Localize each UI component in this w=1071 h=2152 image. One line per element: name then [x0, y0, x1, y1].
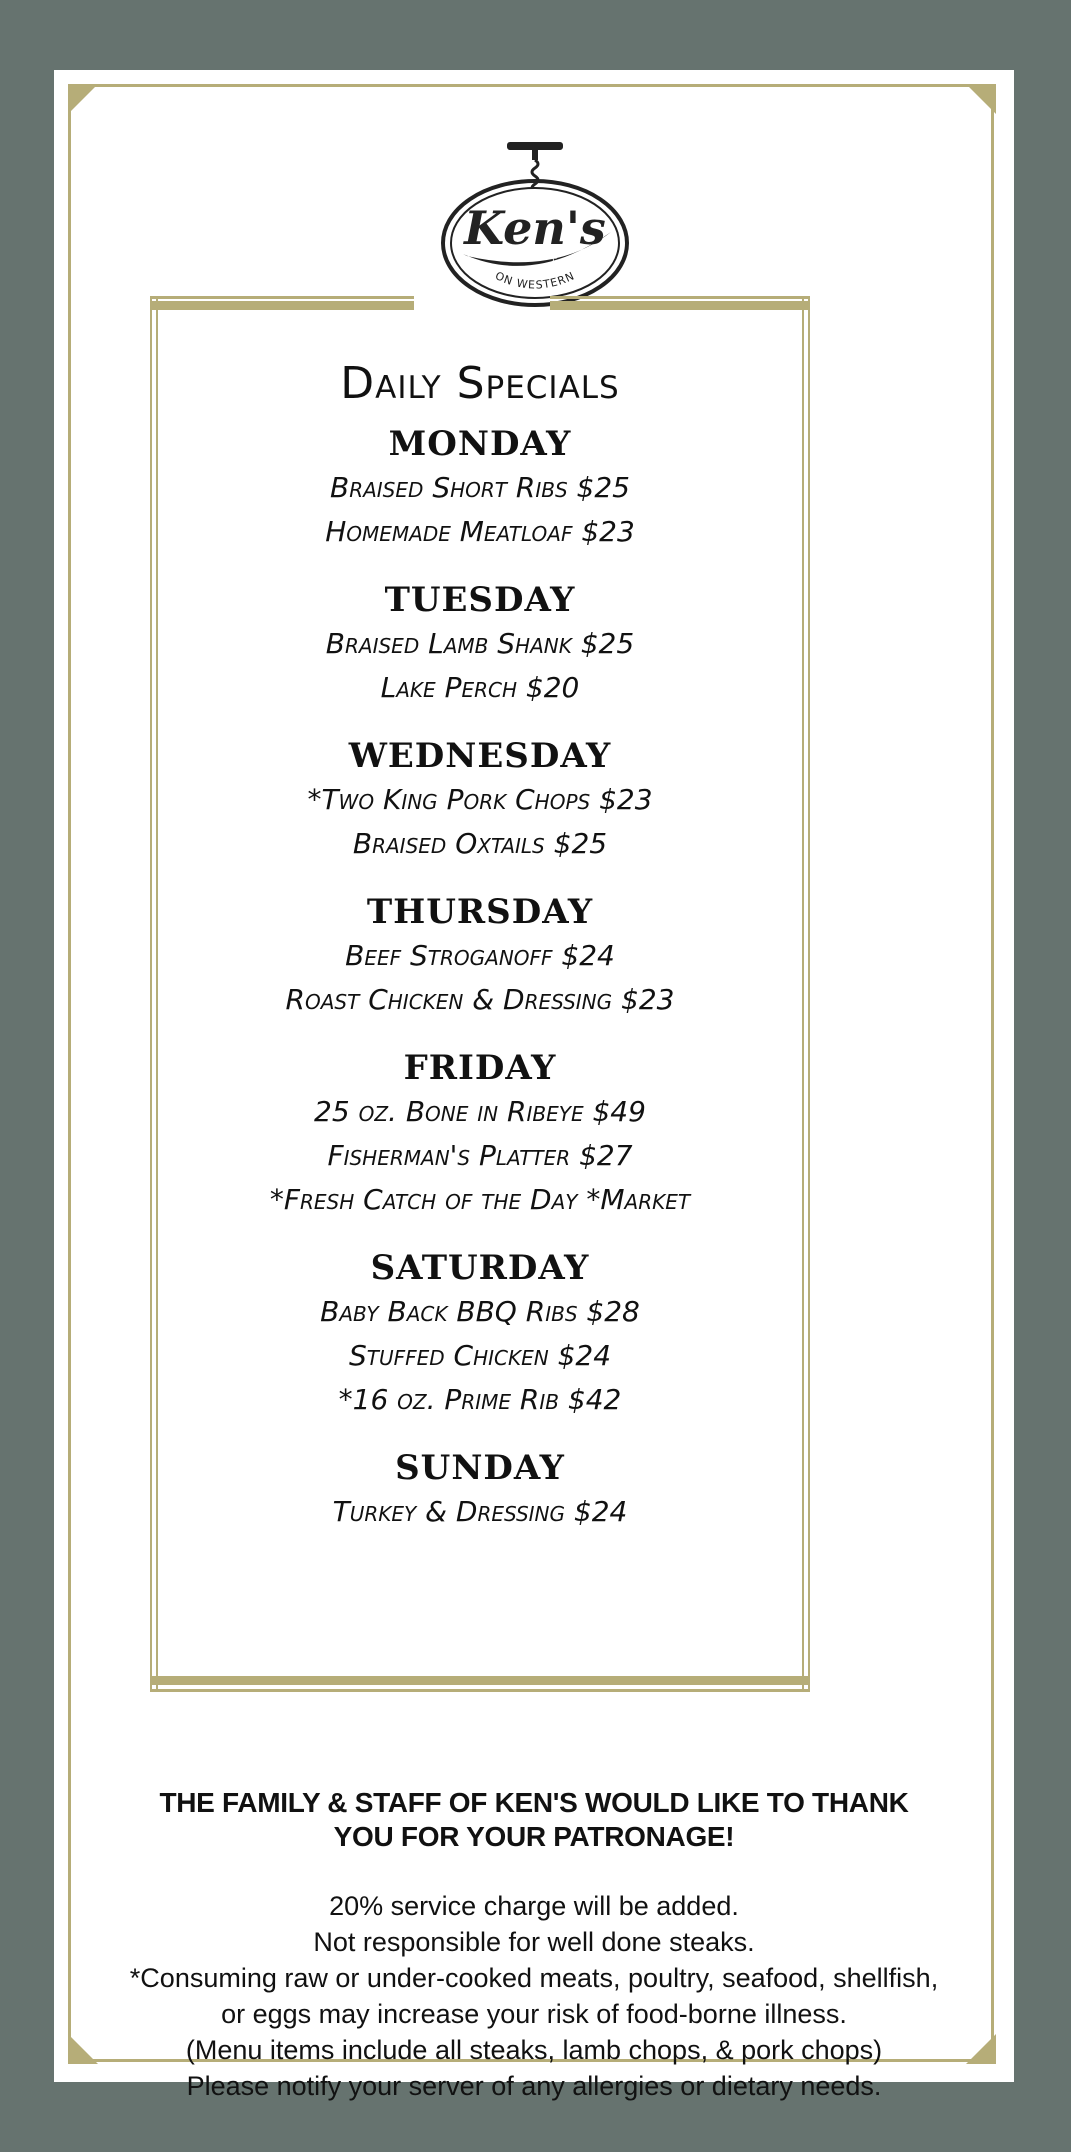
menu-item: Homemade Meatloaf $23 [325, 515, 635, 548]
day-heading: WEDNESDAY [348, 736, 612, 776]
menu-item: Lake Perch $20 [380, 671, 580, 704]
logo-est: Est. 1999 [552, 257, 590, 266]
footer-note: or eggs may increase your risk of food-borne illness. [221, 1999, 847, 2029]
menu-item: Braised Lamb Shank $25 [325, 627, 635, 660]
menu-item: Stuffed Chicken $24 [348, 1339, 612, 1372]
menu-item: 25 oz. Bone in Ribeye $49 [314, 1095, 646, 1128]
menu-item: Turkey & Dressing $24 [332, 1495, 628, 1528]
menu-item: *Two King Pork Chops $23 [307, 783, 653, 816]
logo-name: Ken's [464, 201, 606, 255]
footer-note: 20% service charge will be added. [329, 1891, 739, 1921]
footer-note: *Consuming raw or under-cooked meats, poultry, seafood, shellfish, [129, 1963, 939, 1993]
logo-subtitle: ON WESTERN [493, 269, 577, 292]
menu-item: *16 oz. Prime Rib $42 [338, 1383, 622, 1416]
day-heading: SUNDAY [395, 1448, 565, 1488]
footer-note: Please notify your server of any allergies or dietary needs. [186, 2071, 882, 2101]
menu-item: Braised Short Ribs $25 [330, 471, 630, 504]
menu-item: Beef Stroganoff $24 [345, 939, 615, 972]
menu-item: Fisherman's Platter $27 [327, 1139, 633, 1172]
day-heading: TUESDAY [384, 580, 576, 620]
footer-note: Not responsible for well done steaks. [313, 1927, 755, 1957]
day-heading: SATURDAY [370, 1248, 590, 1288]
menu-item: Baby Back BBQ Ribs $28 [320, 1295, 640, 1328]
page-title: Daily Specials [340, 358, 620, 409]
day-heading: MONDAY [388, 424, 572, 464]
day-heading: FRIDAY [403, 1048, 557, 1088]
footer-note: (Menu items include all steaks, lamb chops, & pork chops) [185, 2035, 883, 2065]
day-heading: THURSDAY [366, 892, 594, 932]
menu-item: *Fresh Catch of the Day *Market [269, 1183, 691, 1216]
menu-footer [54, 1786, 1014, 2104]
thank-you-message: THE FAMILY & STAFF OF KEN'S WOULD LIKE TO THANK YOU FOR YOUR PATRONAGE! [159, 1787, 909, 1852]
menu-item: Braised Oxtails $25 [352, 827, 608, 860]
menu-item: Roast Chicken & Dressing $23 [285, 983, 675, 1016]
